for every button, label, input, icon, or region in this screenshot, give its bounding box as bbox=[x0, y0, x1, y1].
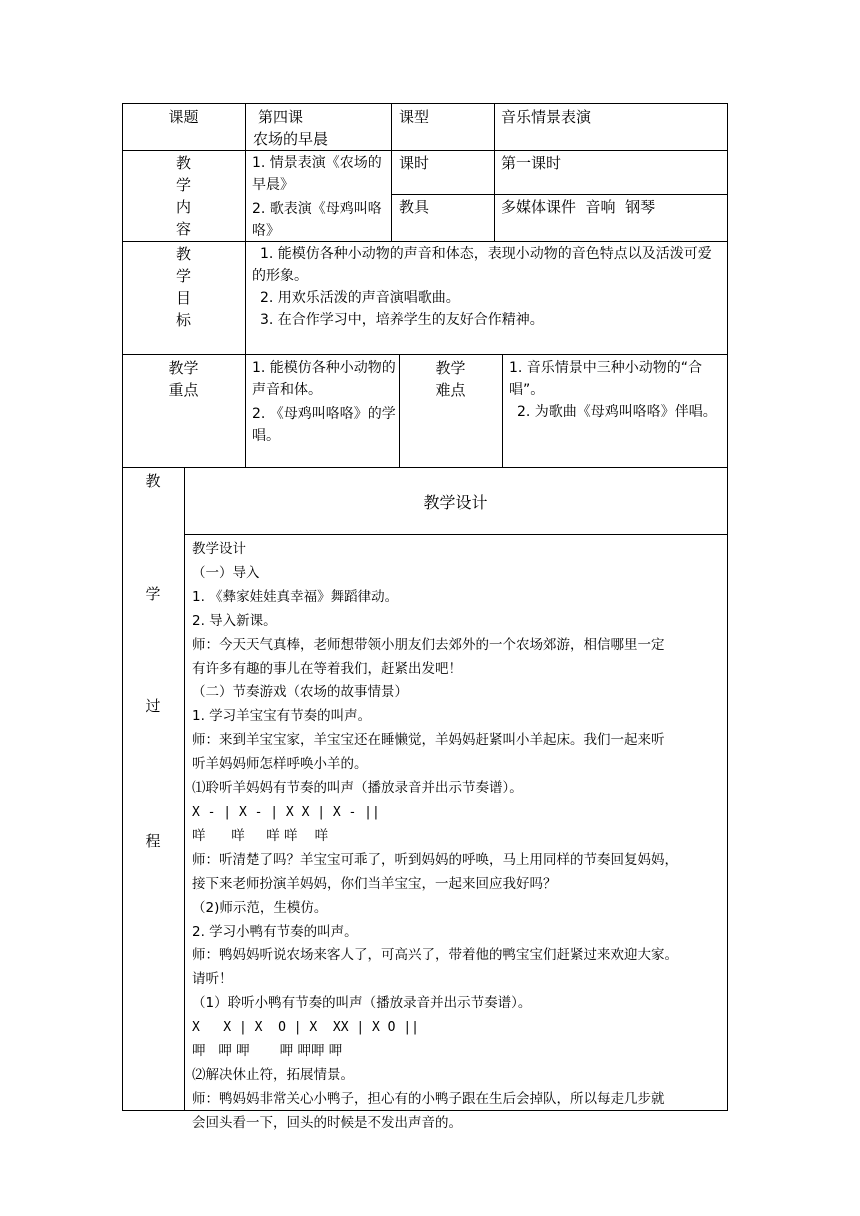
goal-label-char-1: 教 bbox=[175, 245, 191, 263]
content-item: 1. 情景表演《农场的早晨》 bbox=[252, 155, 382, 193]
process-side-char-4: 程 bbox=[145, 832, 161, 850]
process-line: 师：听清楚了吗？羊宝宝可乖了，听到妈妈的呼唤，马上用同样的节奏回复妈妈， bbox=[192, 851, 678, 868]
topic-value bbox=[253, 106, 389, 150]
topic-label: 课题 bbox=[168, 108, 199, 126]
type-value: 音乐情景表演 bbox=[501, 108, 592, 126]
row-divider-process-header bbox=[184, 534, 728, 535]
process-line: （一）导入 bbox=[192, 564, 260, 581]
col-divider-e bbox=[502, 354, 503, 468]
period-value: 第一课时 bbox=[501, 154, 562, 172]
process-line: 请听！ bbox=[192, 971, 233, 988]
key-label-line-1: 教学 bbox=[168, 359, 199, 377]
diff-label-line-2: 难点 bbox=[435, 381, 466, 399]
process-header: 教学设计 bbox=[423, 493, 488, 512]
goal-item: 1. 能模仿各种小动物的声音和体态，表现小动物的音色特点以及活泼可爱的形象。 bbox=[252, 246, 712, 284]
period-label: 课时 bbox=[399, 154, 430, 172]
content-label bbox=[122, 152, 245, 240]
process-line: 接下来老师扮演羊妈妈，你们当羊宝宝，一起来回应我好吗？ bbox=[192, 875, 557, 892]
process-line: （2)师示范，生模仿。 bbox=[192, 899, 328, 916]
process-line: 1. 学习羊宝宝有节奏的叫声。 bbox=[192, 708, 372, 725]
process-side-char-1: 教 bbox=[145, 472, 161, 490]
process-line: 师：来到羊宝宝家，羊宝宝还在睡懒觉，羊妈妈赶紧叫小羊起床。我们一起来听 bbox=[192, 732, 665, 749]
key-items bbox=[252, 357, 396, 447]
rhythm-notation-line: X X | X O | X XX | X O || bbox=[192, 1020, 419, 1036]
goal-label-char-2: 学 bbox=[175, 267, 191, 285]
content-label-char-1: 教 bbox=[175, 154, 191, 172]
content-item: 2. 歌表演《母鸡叫咯咯》 bbox=[252, 201, 382, 239]
process-line: ⑴聆听羊妈妈有节奏的叫声（播放录音并出示节奏谱）。 bbox=[192, 780, 523, 797]
topic-value-line-1: 第四课 bbox=[258, 108, 304, 126]
process-side-char-3: 过 bbox=[145, 697, 161, 715]
process-line: ⑵解决休止符，拓展情景。 bbox=[192, 1066, 354, 1083]
process-line: 1. 《彝家娃娃真幸福》舞蹈律动。 bbox=[192, 588, 399, 605]
process-line: （二）节奏游戏（农场的故事情景） bbox=[192, 684, 408, 701]
goal-items bbox=[252, 243, 724, 331]
row-divider-2a bbox=[391, 194, 728, 195]
diff-items bbox=[509, 357, 725, 423]
goal-label-char-3: 目 bbox=[175, 289, 191, 307]
table-border-right bbox=[727, 103, 728, 1111]
diff-item: 1. 音乐情景中三种小动物的“合唱”。 bbox=[509, 360, 703, 398]
row-divider-4 bbox=[122, 467, 728, 468]
key-item: 1. 能模仿各种小动物的声音和体。 bbox=[252, 360, 396, 398]
process-line: 2. 学习小鸭有节奏的叫声。 bbox=[192, 923, 358, 940]
process-line: 有许多有趣的事儿在等着我们，赶紧出发吧！ bbox=[192, 660, 462, 677]
row-divider-1 bbox=[122, 150, 728, 151]
process-body bbox=[192, 538, 724, 1136]
goal-item: 2. 用欢乐活泼的声音演唱歌曲。 bbox=[260, 290, 460, 306]
rhythm-lyric-line: 呷 呷 呷 呷 呷呷 呷 bbox=[192, 1043, 343, 1060]
key-label-line-2: 重点 bbox=[168, 381, 199, 399]
key-label bbox=[122, 357, 245, 401]
process-line: 师：鸭妈妈听说农场来客人了，可高兴了，带着他的鸭宝宝们赶紧过来欢迎大家。 bbox=[192, 947, 678, 964]
diff-label bbox=[399, 357, 502, 401]
table-border-top bbox=[122, 103, 728, 104]
col-divider-process bbox=[184, 467, 185, 1111]
content-items bbox=[252, 152, 388, 242]
process-line: （1）聆听小鸭有节奏的叫声（播放录音并出示节奏谱）。 bbox=[192, 995, 532, 1012]
col-divider-a bbox=[245, 103, 246, 468]
process-side-char-2: 学 bbox=[145, 585, 161, 603]
row-divider-2 bbox=[122, 241, 728, 242]
col-divider-b bbox=[391, 103, 392, 242]
tools-value: 多媒体课件 音响 钢琴 bbox=[501, 198, 656, 216]
content-label-char-3: 内 bbox=[175, 198, 191, 216]
row-divider-3 bbox=[122, 354, 728, 355]
goal-item: 3. 在合作学习中，培养学生的友好合作精神。 bbox=[260, 312, 544, 328]
process-line: 教学设计 bbox=[192, 541, 246, 557]
type-label: 课型 bbox=[399, 108, 430, 126]
diff-item: 2. 为歌曲《母鸡叫咯咯》伴唱。 bbox=[517, 404, 717, 420]
col-divider-c bbox=[494, 103, 495, 242]
process-line: 师：今天天气真棒，老师想带领小朋友们去郊外的一个农场郊游，相信哪里一定 bbox=[192, 636, 665, 653]
key-item: 2. 《母鸡叫咯咯》的学唱。 bbox=[252, 406, 396, 444]
rhythm-lyric-line: 咩 咩 咩 咩 咩 bbox=[192, 827, 329, 844]
process-line: 2. 导入新课。 bbox=[192, 612, 277, 629]
content-label-char-4: 容 bbox=[175, 220, 191, 238]
goal-label-char-4: 标 bbox=[175, 311, 191, 329]
tools-label: 教具 bbox=[399, 198, 430, 216]
topic-value-line-2: 农场的早晨 bbox=[253, 130, 329, 148]
rhythm-notation-line: X - | X - | X X | X - || bbox=[192, 804, 380, 820]
goal-label bbox=[122, 243, 245, 331]
process-line: 师：鸭妈妈非常关心小鸭子，担心有的小鸭子跟在生后会掉队，所以每走几步就 bbox=[192, 1090, 665, 1107]
process-line: 会回头看一下，回头的时候是不发出声音的。 bbox=[192, 1114, 462, 1131]
process-line: 听羊妈妈师怎样呼唤小羊的。 bbox=[192, 756, 368, 773]
content-label-char-2: 学 bbox=[175, 176, 191, 194]
diff-label-line-1: 教学 bbox=[435, 359, 466, 377]
